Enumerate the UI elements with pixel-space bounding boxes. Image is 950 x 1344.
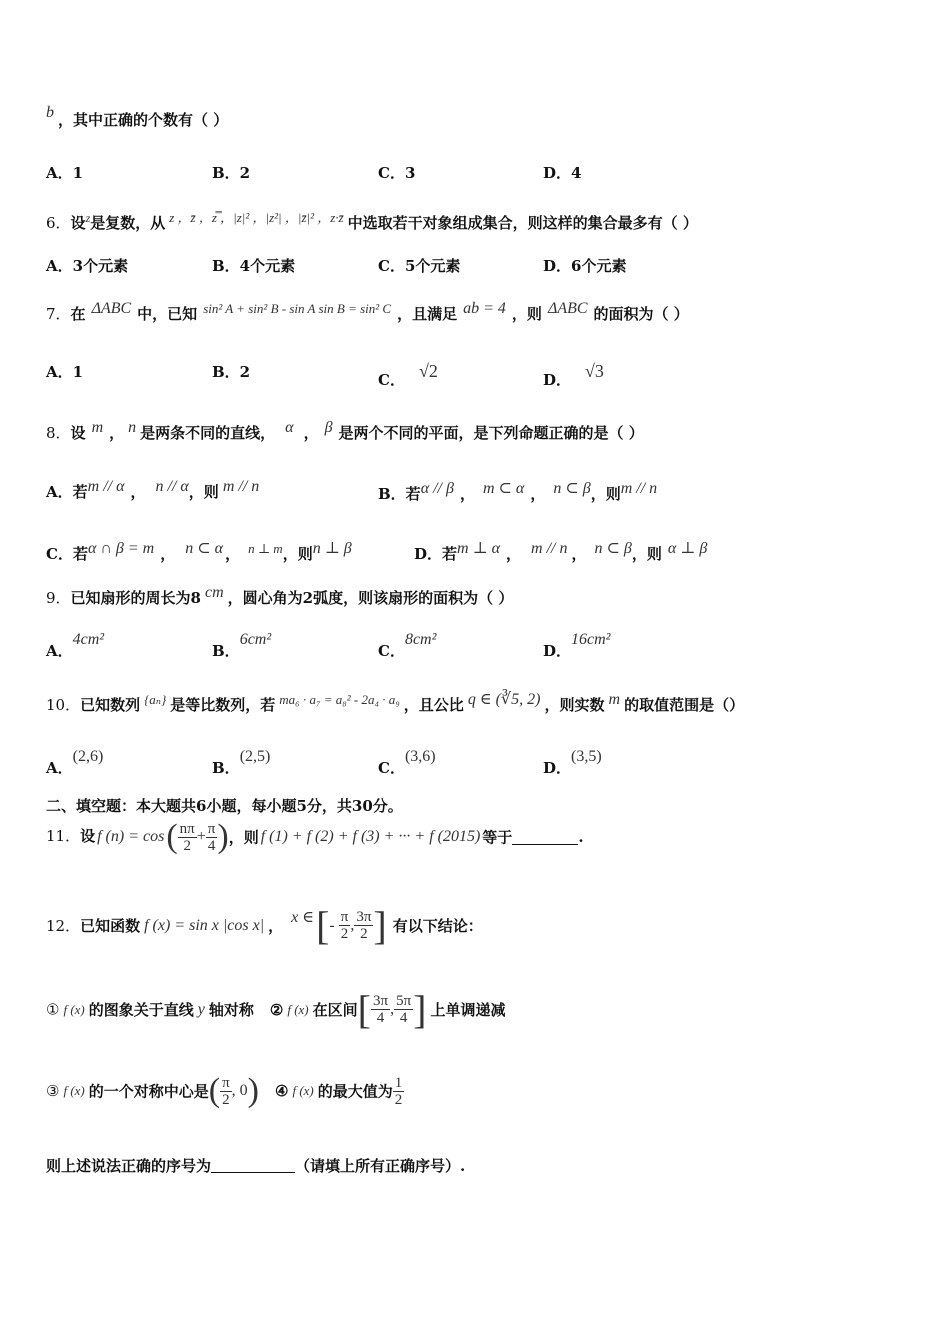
q9-option-a [46, 631, 104, 661]
q7-text1: 在 [70, 305, 86, 323]
q8-b-label: B．若 [378, 485, 421, 503]
q10-m: m [608, 691, 621, 708]
q8-a-result: m // n [222, 478, 260, 495]
q7-equation: sin² A + sin² B - sin A sin B = sin² C [203, 301, 392, 316]
q11-text4: . [578, 828, 584, 846]
q10-text2: 是等比数列，若 [170, 696, 276, 714]
q7-text5: 的面积为（ ） [593, 305, 689, 323]
q7-option-d-label: D． [543, 371, 572, 389]
section-2-heading: 二、填空题：本大题共6小题，每小题5分，共30分。 [46, 797, 403, 815]
q9-text1: 已知扇形的周长为8 [70, 589, 201, 607]
q11-fr1-num: nπ [179, 820, 195, 837]
c2-n2: 5π [396, 993, 412, 1009]
q7-text3: ，且满足 [397, 305, 458, 323]
q9-a-label: A． [46, 642, 73, 660]
q12-end-text1: 则上述说法正确的序号为 [46, 1157, 212, 1175]
q8-n: n [128, 419, 137, 436]
q6-text1: 是复数，从 [90, 214, 166, 232]
q5-tail-text: ，其中正确的个数有（ ） [58, 111, 229, 129]
q10-sequence: {aₙ} [144, 692, 167, 707]
q6-option-a: A．3个元素 [46, 257, 129, 275]
c3-frac [220, 1075, 232, 1108]
c4-den: 2 [394, 1091, 403, 1108]
q6-option-b: B．4个元素 [212, 257, 296, 275]
c2-text2: 上单调递减 [430, 1001, 506, 1019]
c3-text1: 的一个对称中心是 [88, 1082, 209, 1101]
c1-text1: 的图象关于直线 [88, 1001, 194, 1019]
q8-c-then: ，则 [282, 545, 313, 563]
q10-option-c [378, 748, 436, 778]
q5-option-b: B．2 [212, 164, 251, 182]
c2-text1: 在区间 [312, 1001, 358, 1019]
c4-num: 1 [394, 1074, 403, 1091]
c4-text1: 的最大值为 [317, 1082, 393, 1101]
q8-d-label: D．若 [414, 545, 458, 563]
q9-unit: cm [205, 584, 224, 601]
q7-option-d [543, 361, 604, 390]
q6-option-c: C．5个元素 [378, 257, 461, 275]
q8-a-cond2: n // α [155, 478, 189, 495]
q12-conclusions-3-4: ③ f (x) 的一个对称中心是( $\frac{\pi}{2}$ , 0) ④ f (x) 的最大值为 $\frac{1}{2}$ [46, 1072, 403, 1109]
q11-text2: ，则 [228, 828, 259, 847]
q8-d-cond2: m // n [531, 540, 568, 557]
q10-option-b [212, 748, 270, 778]
q12-neg: - [329, 916, 335, 934]
q12-frac-b [354, 909, 373, 942]
q11-fr2-num: π [207, 820, 216, 837]
q6-number: 6． [46, 214, 71, 232]
q10-equation: ma₆ · a₇ = a₈² - 2a₄ · a₉ [279, 692, 400, 707]
q11-fr2-den: 4 [207, 837, 216, 854]
q8-sep-2: ， [303, 424, 319, 442]
q9-b-value: 6cm² [239, 631, 272, 648]
q7-triangle: ΔABC [91, 300, 132, 317]
q11-text1: 设 [80, 827, 96, 845]
q10-text3: ，且公比 [403, 696, 464, 714]
q7-option-c-value: √2 [418, 361, 438, 381]
q7-option-a: A．1 [46, 363, 84, 381]
q7-option-c [378, 361, 438, 390]
q12-frac-a [339, 909, 351, 942]
q8-a-cond1: m // α [87, 478, 125, 495]
q10-ratio: q ∈ (∛5, 2) [467, 691, 541, 708]
c2-frac-2 [394, 993, 413, 1026]
q8-text3: 是两个不同的平面，是下列命题正确的是（ ） [338, 424, 644, 442]
c3-den: 2 [222, 1091, 230, 1108]
q5-option-c: C．3 [378, 164, 416, 182]
q12-sep: ， [268, 917, 284, 935]
q9-c-value: 8cm² [404, 631, 437, 648]
q10-a-value: (2,6) [72, 748, 104, 765]
q8-option-b: B．若α // β ， m ⊂ α ， n ⊂ β，则m // n [378, 480, 658, 503]
q7-triangle-2: ΔABC [547, 300, 588, 317]
q10-text4: ，则实数 [544, 696, 605, 714]
q10-option-d [543, 748, 602, 778]
q8-c-cond1: α ∩ β = m [87, 540, 155, 557]
q10-d-label: D． [543, 759, 572, 777]
q7-text2: 中，已知 [137, 305, 198, 323]
q8-alpha: α [285, 419, 294, 436]
q9-d-value: 16cm² [571, 631, 611, 648]
q12-answer-blank[interactable] [211, 1158, 295, 1173]
q10-b-value: (2,5) [239, 748, 271, 765]
q10-number: 10． [46, 696, 81, 714]
c2-frac-1 [371, 993, 390, 1026]
q10-c-label: C． [378, 759, 405, 777]
c1-function: f (x) [63, 1001, 85, 1017]
q9-option-c [378, 631, 436, 661]
q8-c-cond2: n ⊂ α [185, 540, 224, 557]
q8-option-c: C．若α ∩ β = m ， n ⊂ α ， n ⊥ m，则n ⊥ β [46, 540, 352, 563]
c2-comma: , [390, 1000, 395, 1018]
q11-number: 11． [46, 827, 81, 845]
q11-fraction-2 [206, 821, 218, 854]
q8-c-result: n ⊥ β [312, 540, 352, 557]
q9-a-value: 4cm² [72, 631, 105, 648]
c3-mark: ③ [46, 1082, 60, 1100]
q9-b-label: B． [212, 642, 240, 660]
c2-mark: ② [269, 1000, 284, 1019]
c1-mark: ① [46, 1000, 60, 1019]
q6-option-d: D．6个元素 [543, 257, 627, 275]
q5-var: b [46, 104, 54, 121]
q6-z: z [85, 211, 91, 225]
q9-d-label: D． [543, 642, 572, 660]
q8-option-a: A．若m // α ， n // α，则 m // n [46, 478, 260, 501]
q11-fraction-1 [178, 821, 197, 854]
q8-a-label: A．若 [46, 483, 88, 501]
q10-text5: 的取值范围是（） [624, 696, 745, 714]
q7-condition: ab = 4 [463, 300, 506, 317]
c2-function: f (x) [287, 1001, 309, 1017]
q9-stem [46, 584, 513, 608]
q7-option-c-label: C． [378, 371, 405, 389]
q8-b-then: ，则 [590, 485, 621, 503]
q5-option-a: A．1 [46, 164, 84, 182]
q9-number: 9． [46, 589, 71, 607]
q12-fb-den: 2 [360, 926, 368, 942]
q11-answer-blank[interactable] [512, 830, 578, 845]
q12-answer-line [46, 1155, 465, 1176]
q12-stem: 12．已知函数 f (x) = sin x |cos x| ， x ∈[- $\frac{\pi}{2}$ , $\frac{3\pi}{2}$ ] 有以下结论： [46, 903, 483, 948]
q10-option-a [46, 748, 103, 778]
q7-text4: ，则 [511, 305, 542, 323]
q12-text2: 有以下结论： [392, 917, 483, 935]
q8-m: m [91, 419, 104, 436]
q12-number: 12． [46, 917, 81, 935]
q5-tail [46, 104, 228, 130]
q7-option-d-value: √3 [585, 361, 604, 381]
q8-c-label: C．若 [46, 545, 88, 563]
q12-conclusions-1-2: ① f (x) 的图象关于直线 y 轴对称 ② f (x) 在区间[ $\frac{3\pi}{4}$ , $\frac{5\pi}{4}$ ] 上单调递减 [46, 987, 506, 1032]
q12-fb-num: 3π [356, 909, 372, 925]
q8-b-result: m // n [620, 480, 658, 497]
c2-d1: 4 [376, 1010, 385, 1026]
c4-mark: ④ [275, 1082, 289, 1100]
q8-text2: 是两条不同的直线， [140, 424, 276, 442]
q12-fa-den: 2 [340, 926, 349, 942]
q6-object-list: z ，z̄ ，z̿ ，|z|² ，|z²| ，|z̄|² ，z·z̄ [169, 210, 344, 225]
q11-function: f (n) = cos [97, 828, 165, 845]
q12-comma: , [350, 916, 355, 934]
q9-c-label: C． [378, 642, 405, 660]
c4-function: f (x) [292, 1083, 314, 1098]
q6-text2: 中选取若干对象组成集合，则这样的集合最多有（ ） [347, 214, 698, 232]
q8-b-cond1: α // β [420, 480, 454, 497]
q12-fa-num: π [340, 909, 349, 925]
q11-sum: f (1) + f (2) + f (3) + ··· + f (2015) [260, 828, 481, 845]
q11-plus: + [196, 828, 206, 845]
q8-b-cond2: m ⊂ α [482, 480, 525, 497]
q7-stem [46, 300, 689, 324]
q11-text3: 等于 [482, 828, 513, 847]
q8-a-then: ，则 [188, 483, 219, 501]
q9-option-d [543, 631, 610, 661]
c3-function: f (x) [63, 1083, 85, 1098]
q8-number: 8． [46, 424, 71, 442]
q8-d-cond1: m ⊥ α [457, 540, 501, 557]
c1-y: y [197, 1000, 205, 1018]
q10-stem [46, 689, 744, 715]
q8-b-cond3: n ⊂ β [553, 480, 591, 497]
q9-option-b [212, 631, 271, 661]
q12-function: f (x) = sin x |cos x| [144, 916, 265, 934]
q10-text1: 已知数列 [80, 696, 141, 714]
q9-text2: ，圆心角为2弧度，则该扇形的面积为（ ） [227, 589, 514, 607]
q6-lead: 设 [70, 214, 86, 232]
q12-end-text2: （请填上所有正确序号）. [295, 1157, 466, 1175]
c4-frac [393, 1075, 405, 1108]
q8-stem [46, 419, 644, 443]
q8-option-d: D．若m ⊥ α ， m // n ， n ⊂ β，则 α ⊥ β [414, 540, 708, 563]
q8-c-cond3: n ⊥ m [248, 541, 283, 556]
q8-d-result: α ⊥ β [667, 540, 708, 557]
q7-option-b: B．2 [212, 363, 251, 381]
q12-domain: x ∈ [291, 908, 315, 926]
q10-d-value: (3,5) [571, 748, 602, 765]
c3-zero: , 0 [231, 1082, 248, 1099]
q7-number: 7． [46, 305, 71, 323]
q12-text1: 已知函数 [80, 917, 141, 935]
q8-d-cond3: n ⊂ β [594, 540, 632, 557]
q11-stem: 11．设 f (n) = cos( $\frac{n\pi}{2}$ + $\frac{\pi}{4}$ )，则 f (1) + f (2) + f (3) + ··· + f (2015) 等于 . [46, 818, 584, 855]
q8-d-then: ，则 [631, 545, 662, 563]
q8-beta: β [324, 419, 333, 436]
q10-b-label: B． [212, 759, 240, 777]
q8-text1: 设 [70, 424, 86, 442]
c3-num: π [222, 1074, 230, 1091]
q10-c-value: (3,6) [404, 748, 436, 765]
q11-fr1-den: 2 [183, 837, 191, 854]
q8-sep: ， [109, 424, 125, 442]
q6-stem [46, 207, 698, 233]
q5-option-d: D．4 [543, 164, 582, 182]
q10-a-label: A． [46, 759, 73, 777]
c2-n1: 3π [372, 993, 389, 1009]
c1-text2: 轴对称 [208, 1001, 254, 1019]
c2-d2: 4 [399, 1010, 408, 1026]
